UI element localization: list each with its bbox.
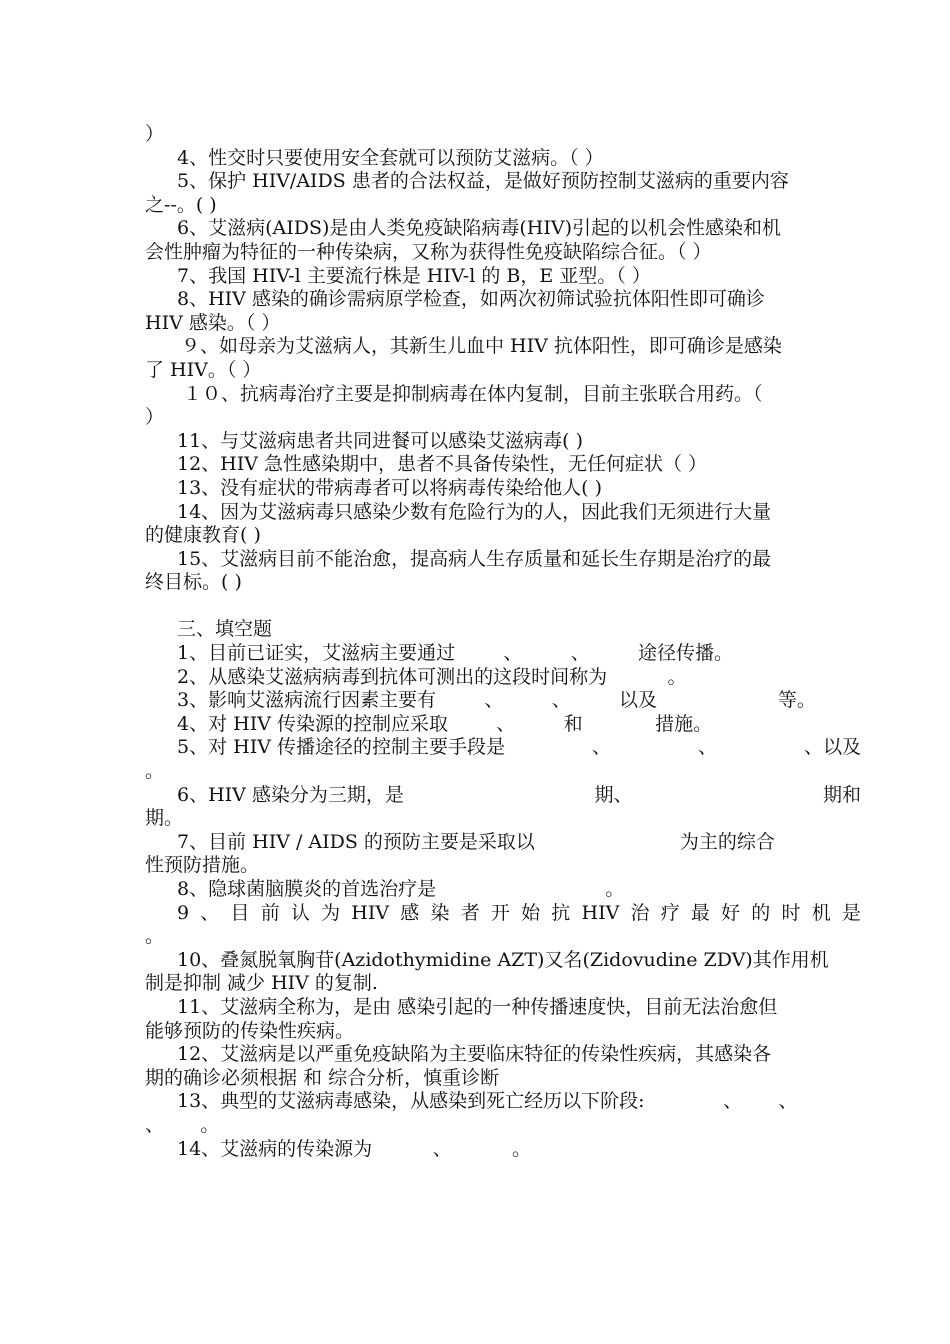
- tf-question-9-line2: 了 HIV。（ ）: [145, 358, 262, 381]
- fill-question-8: 8、隐球菌脑膜炎的首选治疗是 。: [177, 878, 625, 900]
- tf-question-10-line1: １０、抗病毒治疗主要是抑制病毒在体内复制，目前主张联合用药。（: [183, 382, 763, 405]
- fill-question-11-line1: 11、艾滋病全称为，是由 感染引起的一种传播速度快，目前无法治愈但: [177, 995, 778, 1018]
- fill-q9-token: 染: [430, 901, 450, 924]
- fill-q9-token: 、: [200, 901, 220, 924]
- fill-q9-token: HIV: [351, 901, 390, 924]
- fill-question-4: 4、对 HIV 传染源的控制应采取 、 和 措施。: [177, 712, 713, 735]
- fill-section-heading: 三、填空题: [177, 618, 273, 641]
- fill-question-6-line2: 期。: [145, 807, 184, 830]
- fill-question-5-line2: 。: [145, 760, 165, 783]
- tf-question-14-line2: 的健康教育( ): [145, 524, 261, 547]
- fill-q9-token: 认: [290, 901, 310, 924]
- fill-q9-token: 疗: [660, 901, 680, 924]
- tf-question-5-line1: 5、保护 HIV/AIDS 患者的合法权益，是做好预防控制艾滋病的重要内容: [177, 170, 789, 193]
- tf-question-4: 4、性交时只要使用安全套就可以预防艾滋病。（ ）: [177, 146, 604, 169]
- fill-q9-token: 的: [751, 901, 771, 924]
- fill-q5-part: 、: [591, 736, 611, 759]
- fill-question-9-line1: [145, 902, 861, 926]
- fill-q9-token: 前: [260, 901, 280, 924]
- fill-q9-token: 始: [521, 901, 541, 924]
- tf-question-7: 7、我国 HIV-l 主要流行株是 HIV-l 的 B，E 亚型。（ ）: [177, 264, 651, 287]
- fill-q9-token: 为: [321, 901, 341, 924]
- fill-question-5-line1: [145, 736, 861, 760]
- fill-q9-token: HIV: [581, 901, 620, 924]
- fill-question-3: 3、影响艾滋病流行因素主要有 、 、 以及 等。: [177, 689, 816, 712]
- fill-question-14: 14、艾滋病的传染源为 、 。: [177, 1137, 531, 1160]
- tf-question-15-line1: 15、艾滋病目前不能治愈，提高病人生存质量和延长生存期是治疗的最: [177, 547, 772, 570]
- tf-question-14-line1: 14、因为艾滋病毒只感染少数有危险行为的人，因此我们无须进行大量: [177, 500, 772, 523]
- tf-q3-tail: ）: [145, 123, 165, 145]
- fill-q9-token: 目: [230, 901, 250, 924]
- fill-q6-part: 6、HIV 感染分为三期，是: [177, 783, 404, 806]
- fill-q9-token: 抗: [551, 901, 571, 924]
- fill-q9-token: 9: [177, 901, 190, 924]
- fill-question-12-line1: 12、艾滋病是以严重免疫缺陷为主要临床特征的传染性疾病，其感染各: [177, 1043, 772, 1066]
- tf-question-12: 12、HIV 急性感染期中，患者不具备传染性，无任何症状（ ）: [177, 453, 708, 476]
- fill-q9-token: 是: [841, 901, 861, 924]
- tf-question-8-line2: HIV 感染。（ ）: [145, 311, 281, 334]
- fill-question-9-line2: 。: [145, 925, 165, 948]
- fill-q9-token: 时: [781, 901, 801, 924]
- fill-question-2: 2、从感染艾滋病病毒到抗体可测出的这段时间称为 。: [177, 665, 687, 688]
- fill-q9-token: 感: [400, 901, 420, 924]
- fill-q6-part: 期和: [822, 783, 861, 806]
- fill-q9-token: 治: [630, 901, 650, 924]
- tf-question-11: 11、与艾滋病患者共同进餐可以感染艾滋病毒( ): [177, 429, 584, 452]
- fill-question-6-line1: [145, 784, 861, 808]
- fill-q9-token: 好: [721, 901, 741, 924]
- tf-question-6-line2: 会性肿瘤为特征的一种传染病，又称为获得性免疫缺陷综合征。（ ）: [145, 240, 712, 263]
- fill-question-12-line2: 期的确诊必须根据 和 综合分析，慎重诊断: [145, 1066, 500, 1089]
- tf-question-15-line2: 终目标。( ): [145, 571, 242, 594]
- document-page: [145, 123, 861, 1161]
- fill-q5-part: 、: [697, 736, 717, 759]
- fill-question-13-line1: 13、典型的艾滋病毒感染，从感染到死亡经历以下阶段: 、 、: [177, 1090, 798, 1113]
- fill-q5-part: 5、对 HIV 传播途径的控制主要手段是: [177, 736, 505, 759]
- fill-question-7-line1: 7、目前 HIV / AIDS 的预防主要是采取以 为主的综合: [177, 830, 775, 853]
- section-spacer: [145, 595, 861, 619]
- fill-question-10-line2: 制是抑制 减少 HIV 的复制.: [145, 972, 378, 995]
- fill-q9-token: 者: [460, 901, 480, 924]
- tf-question-13: 13、没有症状的带病毒者可以将病毒传染给他人( ): [177, 476, 603, 499]
- fill-q5-part: 、以及: [803, 736, 861, 759]
- fill-question-10-line1: 10、叠氮脱氧胸苷(Azidothymidine AZT)又名(Zidovudine ZDV)其作用机: [177, 948, 829, 971]
- fill-question-1: 1、目前已证实，艾滋病主要通过 、 、 途径传播。: [177, 642, 734, 665]
- fill-question-13-line2: 、 。: [145, 1113, 220, 1136]
- fill-q9-token: 开: [490, 901, 510, 924]
- tf-question-10-line2: ）: [145, 406, 165, 429]
- fill-q9-token: 最: [690, 901, 710, 924]
- fill-q9-token: 机: [811, 901, 831, 924]
- tf-question-6-line1: 6、艾滋病(AIDS)是由人类免疫缺陷病毒(HIV)引起的以机会性感染和机: [177, 217, 782, 240]
- fill-q6-part: 期、: [594, 783, 633, 806]
- tf-question-9-line1: ９、如母亲为艾滋病人，其新生儿血中 HIV 抗体阳性，即可确诊是感染: [181, 335, 782, 358]
- tf-question-8-line1: 8、HIV 感染的确诊需病原学检查，如两次初筛试验抗体阳性即可确诊: [177, 288, 765, 311]
- tf-question-5-line2: 之--。( ): [145, 193, 217, 216]
- fill-question-7-line2: 性预防措施。: [145, 854, 260, 877]
- fill-question-11-line2: 能够预防的传染性疾病。: [145, 1019, 355, 1042]
